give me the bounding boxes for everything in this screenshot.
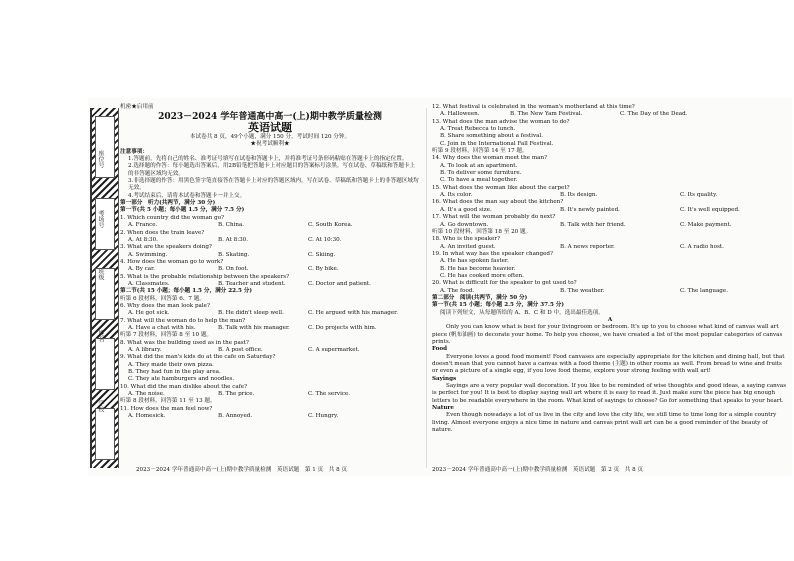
- reading-section-heading: 第一节(共 15 小题；每小题 2.5 分，满分 37.5 分): [432, 302, 565, 309]
- exam-room-label: 考场号: [97, 210, 104, 228]
- part-2-heading: 第二部分 阅读(共两节，满分 50 分): [432, 294, 528, 301]
- option: B. To deliver some furniture.: [440, 170, 522, 177]
- part-1-heading: 第一部分 听力(共两节，满分 30 分): [120, 200, 216, 207]
- question-16: 16. What does the man say about the kitchen?: [432, 199, 564, 206]
- notes-heading: 注意事项：: [120, 148, 148, 155]
- option: B. Talk with his manager.: [218, 324, 290, 331]
- question-2: 2. When does the train leave?: [120, 229, 205, 236]
- material-note-18: 听第 10 段材料，回答第 18 至 20 题。: [432, 228, 532, 235]
- option: A. At 8:30.: [128, 236, 158, 243]
- material-note-11: 听第 8 段材料，回答第 11 至 13 题。: [120, 398, 216, 405]
- option: A. A library.: [128, 347, 162, 353]
- option: C. Join in the International Fall Festival.: [440, 140, 554, 147]
- class-label: 班级: [97, 268, 104, 280]
- option: C. South Korea.: [308, 222, 353, 229]
- question-7: 7. What will the woman do to help the man?: [120, 317, 246, 324]
- note-3: 3.非选择题的作答：用黑色签字笔直接答在答题卡上对应的答题区域内。写在试卷、草稿纸和答题卡上的非答题区域均无效。: [128, 178, 419, 192]
- seat-number-label: 座位号: [97, 150, 104, 168]
- question-13: 13. What does the man advise the woman to do?: [432, 118, 570, 125]
- option: A. An invited guest.: [440, 243, 496, 250]
- option: C. At 10:30.: [308, 236, 342, 243]
- option: C. The service.: [308, 391, 351, 398]
- passage-intro: Only you can know what is best for your livingroom or bedroom. It's up to you to choose what kind of canvas wall art piece (帆布油画) to decorate your home. To help you choose, we have created a list of the most popular categories of canvas prints.: [432, 324, 783, 345]
- option: C. A radio host.: [680, 243, 724, 250]
- option: A. It's a good size.: [440, 206, 492, 213]
- option: B. China.: [218, 222, 245, 229]
- paragraph-food: Everyone loves a good food moment! Food canvases are especially appropriate for the kitchen and dining hall, but that doesn't mean that you cannot have a canvas with a food theme (主题) in other rooms as well. From bread to wine and fruits or even a picture of a single egg, if you love food theme, explore your strong feeling with wall art!: [432, 353, 785, 375]
- option: C. He argued with his manager.: [308, 310, 399, 317]
- option: C. Its quality.: [680, 192, 718, 199]
- option: A. The noise.: [128, 391, 165, 398]
- school-label: 学校: [97, 400, 104, 412]
- option: A. They made their own pizza.: [128, 361, 214, 368]
- question-10: 10. What did the man dislike about the cafe?: [120, 383, 248, 390]
- option: B. Annoyed.: [218, 413, 253, 420]
- passage-label: A: [607, 316, 613, 323]
- exam-intro: 本试卷共 8 页，49个小题，满分 150 分，考试时间 120 分钟。: [189, 134, 351, 141]
- paragraph-sayings: Sayings are a very popular wall decoration. If you like to be reminded of wise thoughts and good ideas, a saying canvas is perfect for you! It is best to display saying wall art where it is easy to read it. Just make sure the piece has big enough letters to be readable everywhere in the room. What kind of sayings to choose? Go for something that speaks to your heart.: [432, 383, 787, 404]
- page-1-footer: 2023－2024 学年普通高中高一(上)期中教学质量检测 英语试题 第 1 页 共 8 页: [136, 467, 348, 473]
- page-divider: [426, 108, 427, 468]
- option: B. Its design.: [560, 192, 598, 199]
- heading-food: Food: [432, 346, 448, 353]
- option: B. The New Yam Festival.: [510, 111, 583, 118]
- heading-sayings: Sayings: [432, 375, 457, 382]
- heading-nature: Nature: [432, 405, 454, 412]
- option: B. At 8:30.: [218, 236, 248, 243]
- material-note-14: 听第 9 段材料，回答第 14 至 17 题。: [432, 148, 528, 155]
- note-1: 1.答题前，先将自己的姓名、准考证号填写在试卷和答题卡上，并将准考证号条形码粘贴在答题卡上的指定位置。: [128, 156, 408, 163]
- option: C. He has cooked more often.: [440, 272, 524, 279]
- option: B. On foot.: [218, 266, 249, 273]
- question-9: 9. What did the man's kids do at the cafe on Saturday?: [120, 354, 276, 361]
- option: C. The language.: [680, 287, 728, 294]
- question-12: 12. What festival is celebrated in the woman's motherland at this time?: [432, 104, 635, 110]
- option: A. Go downtown.: [440, 221, 489, 228]
- option: C. Doctor and patient.: [308, 280, 371, 287]
- question-6: 6. Why does the man look pale?: [120, 302, 210, 309]
- page-2: [432, 104, 788, 434]
- option: A. France.: [128, 222, 158, 229]
- option: A. He has spoken faster.: [440, 258, 509, 265]
- question-3: 3. What are the speakers doing?: [120, 244, 212, 251]
- option: C. Do projects with him.: [308, 324, 377, 331]
- question-8: 8. What was the building used as in the past?: [120, 339, 249, 346]
- question-17: 17. What will the woman probably do next?: [432, 214, 556, 221]
- option: A. To look at an apartment.: [440, 162, 518, 169]
- option: C. Make payment.: [680, 221, 732, 228]
- option: B. He has become heavier.: [440, 265, 516, 272]
- paragraph-nature: Even though nowadays a lot of us live in the city and love the city life, we still time to time long for a simple country living. Almost everyone enjoys a nice time in nature and canvas print wall art can be a good reminder of the beauty of nature.: [432, 412, 777, 434]
- section-2-heading: 第二节(共 15 小题；每小题 1.5 分，满分 22.5 分): [120, 288, 253, 295]
- option: C. By bike.: [308, 266, 339, 273]
- section-1-heading: 第一节(共 5 小题；每小题 1.5 分，满分 7.5 分): [120, 207, 245, 214]
- note-2: 2.选择题的作答：每小题选出答案后，用2B铅笔把答题卡上对应题目的答案标号涂黑。写在试卷、草稿纸和答题卡上的非答题区域均无效。: [128, 163, 416, 177]
- page-1: [120, 104, 420, 420]
- material-note-6: 听第 6 段材料，回答第 6、7 题。: [120, 295, 205, 302]
- question-18: 18. Who is the speaker?: [432, 236, 501, 243]
- good-luck: ★祝考试顺利★: [250, 141, 290, 148]
- question-19: 19. In what way has the speaker changed?: [432, 250, 553, 257]
- option: B. He didn't sleep well.: [218, 310, 284, 317]
- option: B. Share something about a festival.: [440, 133, 544, 140]
- note-4: 4.考试结束后，请将本试卷和答题卡一并上交。: [128, 192, 246, 199]
- option: A. Homesick.: [128, 413, 166, 420]
- confidential-mark: 机密★启用前: [120, 104, 154, 110]
- option: B. A news reporter.: [560, 243, 615, 250]
- option: C. They ate hamburgers and noodles.: [128, 376, 235, 383]
- option: B. Talk with her friend.: [560, 221, 626, 228]
- option: B. They had fun in the play area.: [128, 369, 221, 376]
- option: C. Hungry.: [308, 413, 339, 420]
- material-note-8: 听第 7 段材料，回答第 8 至 10 题。: [120, 332, 213, 339]
- option: A. Its color.: [440, 192, 473, 199]
- option: A. He got sick.: [128, 310, 170, 317]
- question-20: 20. What is difficult for the speaker to get used to?: [432, 280, 577, 287]
- subject-title: 英语试题: [248, 120, 292, 134]
- question-4: 4. How does the woman go to work?: [120, 258, 224, 265]
- page-2-footer: 2023－2024 学年普通高中高一(上)期中教学质量检测 英语试题 第 2 页 共 8 页: [432, 467, 644, 473]
- option: B. It's newly painted.: [560, 206, 620, 213]
- option: C. The Day of the Dead.: [620, 111, 688, 118]
- option: C. It's well equipped.: [680, 206, 740, 213]
- question-1: 1. Which country did the woman go?: [120, 214, 225, 221]
- option: B. A post office.: [218, 347, 263, 353]
- option: B. The price.: [218, 391, 255, 398]
- question-11: 11. How does the man feel now?: [120, 405, 213, 412]
- option: A. Have a chat with his.: [128, 324, 196, 331]
- exam-title: 2023－2024 学年普通高中高一(上)期中教学质量检测: [158, 112, 382, 123]
- option: A. Swimming.: [128, 251, 168, 258]
- option: C. A supermarket.: [308, 347, 360, 353]
- option: A. Treat Rebecca to lunch.: [440, 126, 516, 133]
- option: B. Teacher and student.: [218, 280, 286, 287]
- option: A. Classmates.: [128, 280, 170, 287]
- option: B. The weather.: [560, 287, 605, 294]
- reading-instruction: 阅读下列短文，从每题所给的 A、B、C 和 D 中，选出最佳选项。: [440, 309, 604, 316]
- option: A. By car.: [128, 266, 155, 273]
- name-label: 姓名: [97, 330, 104, 342]
- option: C. To have a meal together.: [440, 177, 518, 184]
- option: A. The food.: [440, 287, 475, 294]
- option: C. Skiing.: [308, 251, 336, 258]
- question-5: 5. What is the probable relationship between the speakers?: [120, 273, 290, 280]
- question-15: 15. What does the woman like about the carpet?: [432, 184, 570, 191]
- option: A. Halloween.: [440, 111, 480, 118]
- question-14: 14. Why does the woman meet the man?: [432, 155, 548, 162]
- option: B. Skating.: [218, 251, 250, 258]
